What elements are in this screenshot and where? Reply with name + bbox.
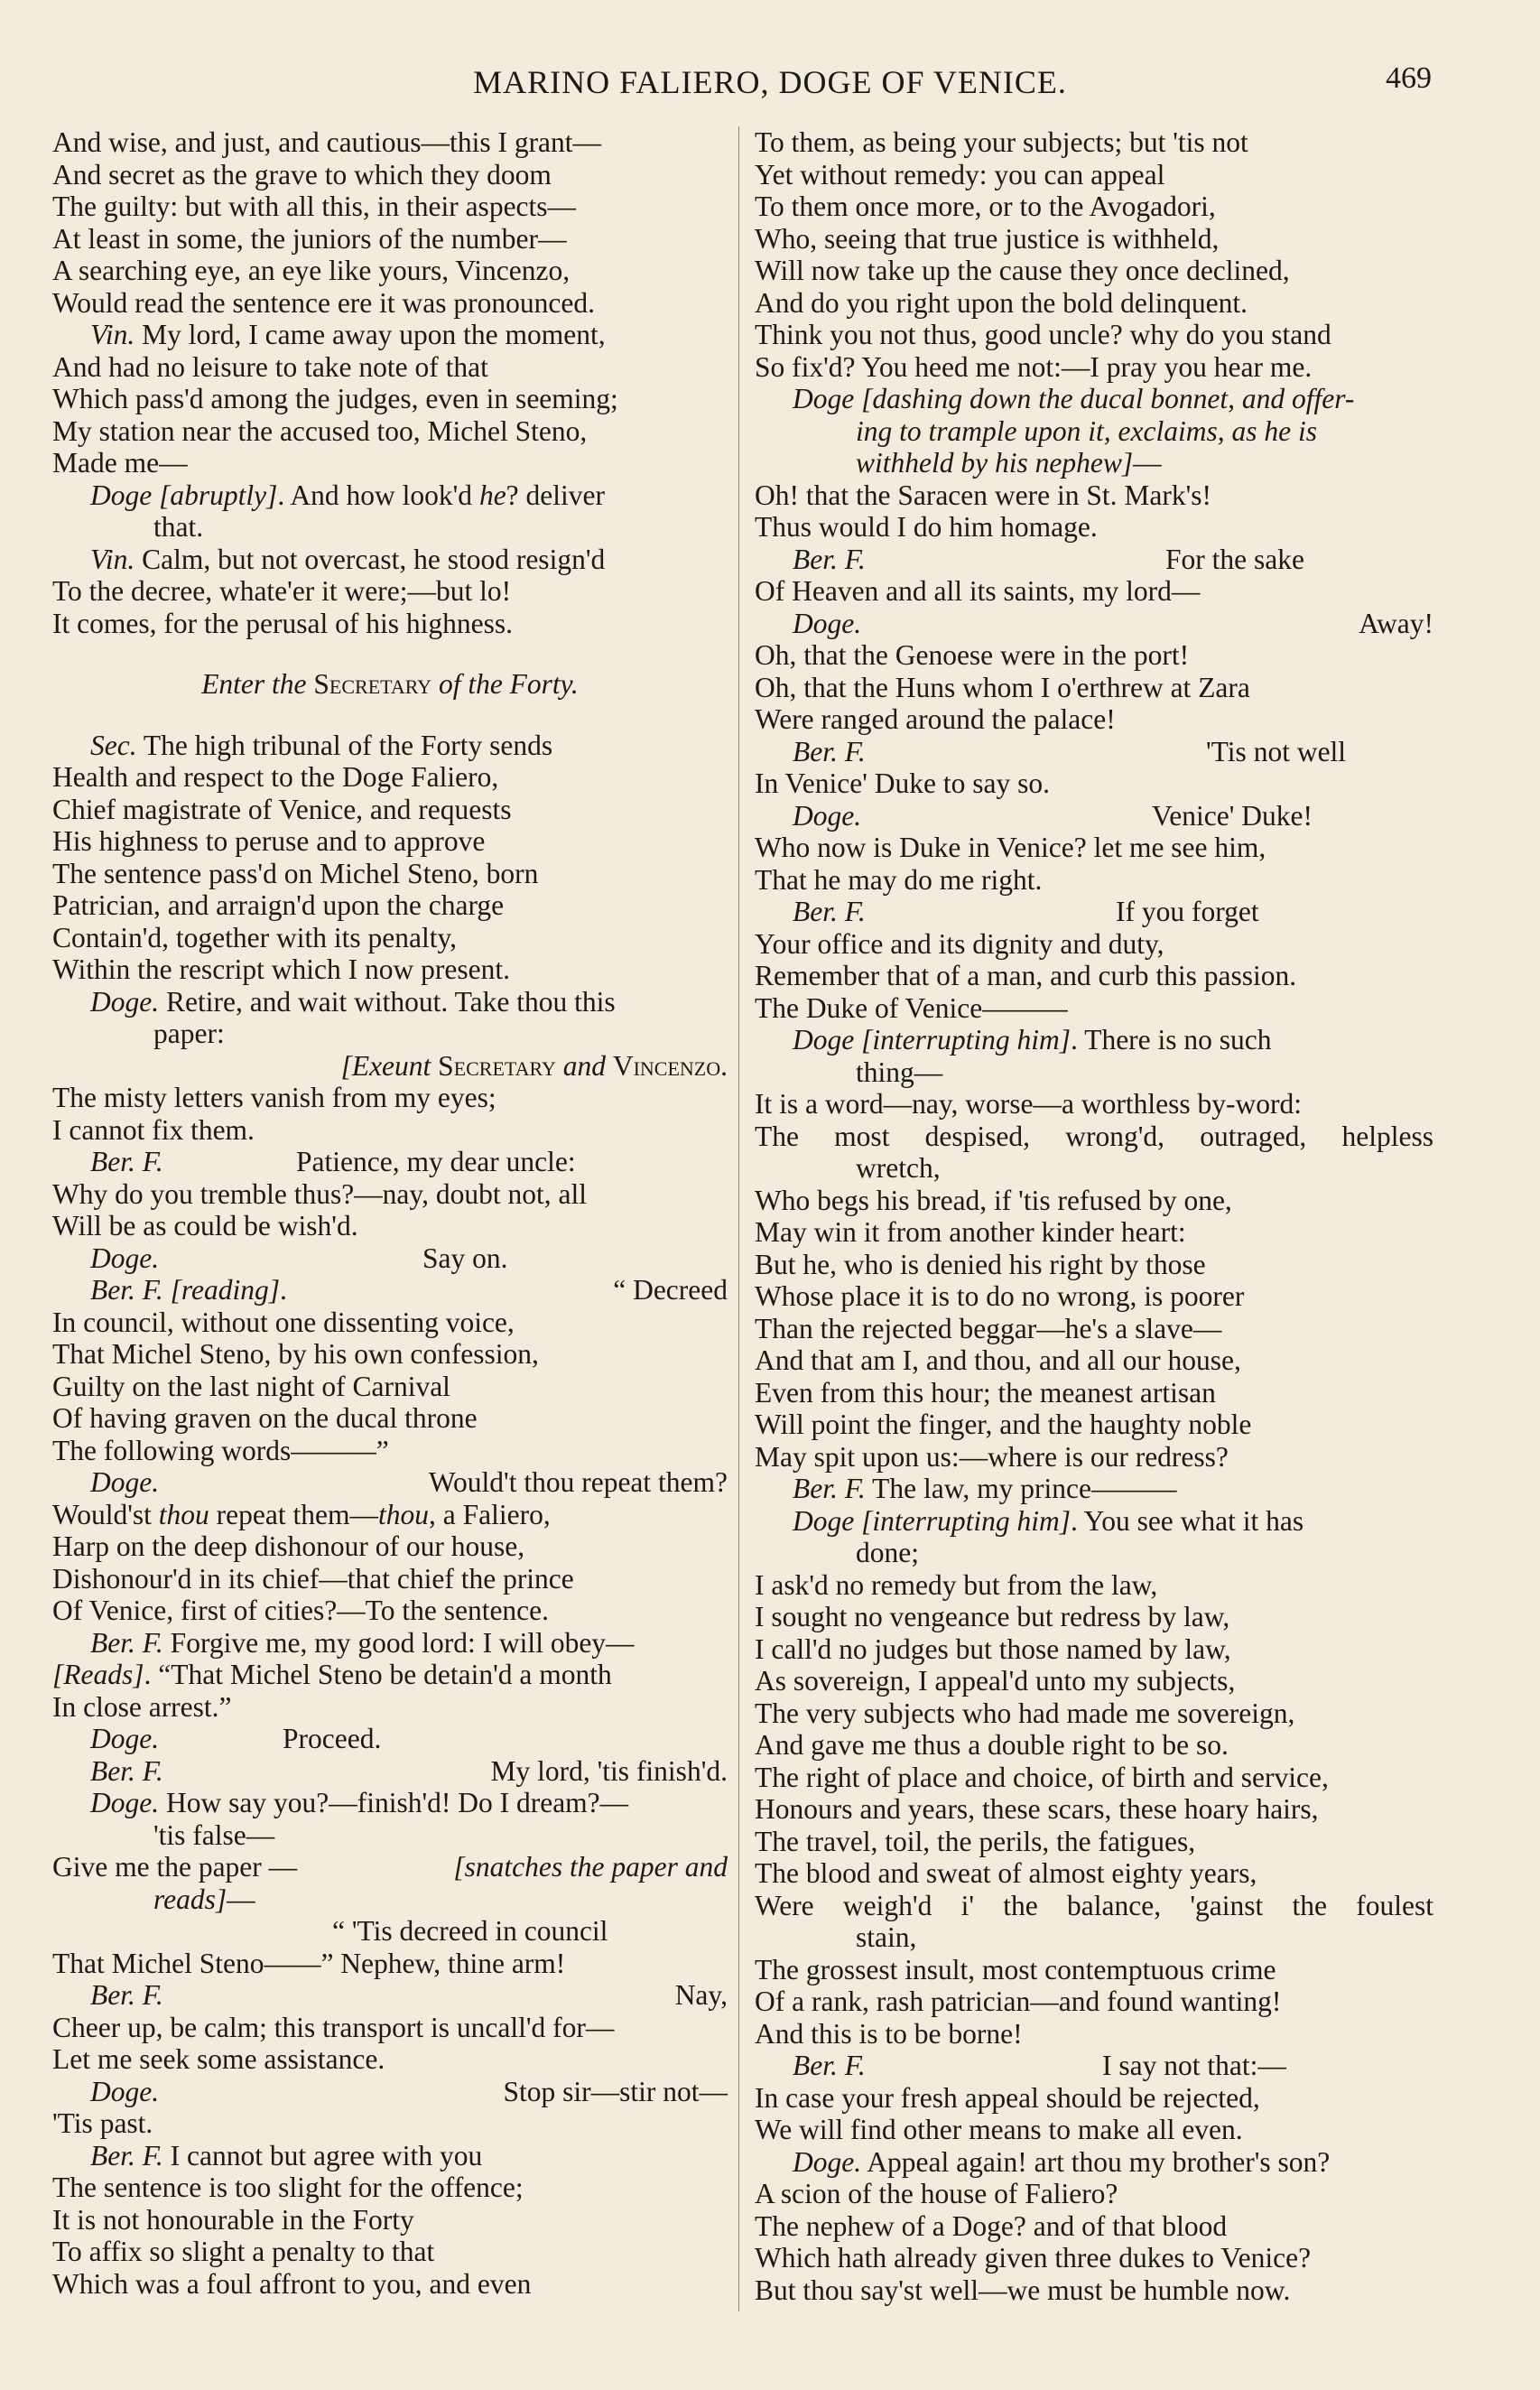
- verse-line: The very subjects who had made me sovereign,: [755, 1697, 1295, 1729]
- stage-direction: [snatches the paper and: [453, 1851, 728, 1883]
- character-name: Vincenzo.: [612, 1049, 728, 1082]
- page-number: 469: [1386, 61, 1432, 95]
- verse-line: To them once more, or to the Avogadori,: [755, 191, 1216, 222]
- verse-line: But thou say'st well—we must be humble now.: [755, 2274, 1291, 2306]
- punctuation: .: [280, 1274, 287, 1306]
- verse-text: Calm, but not overcast, he stood resign'd: [142, 543, 606, 575]
- verse-line: Will be as could be wish'd.: [52, 1210, 358, 1241]
- verse-line: That Michel Steno, by his own confession,: [52, 1338, 539, 1370]
- verse-text: My lord, 'tis finish'd.: [490, 1754, 728, 1787]
- verse-line: The sentence pass'd on Michel Steno, born: [52, 857, 539, 889]
- verse-line: Which hath already given three dukes to Venice?: [755, 2242, 1312, 2274]
- verse-line: And wise, and just, and cautious—this I grant—: [52, 126, 602, 158]
- emphasis: thou: [377, 1498, 429, 1530]
- running-head: [0, 58, 1540, 112]
- stage-direction-line: [755, 447, 1433, 479]
- verse-line: It is a word—nay, worse—a worthless by-word:: [755, 1088, 1302, 1120]
- verse-line: That Michel Steno——” Nephew, thine arm!: [52, 1947, 566, 1979]
- speech-line: [755, 608, 1433, 640]
- verse-line: The grossest insult, most contemptuous crime: [755, 1953, 1276, 1985]
- speech-line: [52, 1274, 728, 1307]
- verse-line: Yet without remedy: you can appeal: [755, 158, 1165, 191]
- verse-line: that.: [153, 511, 204, 543]
- verse-line: In council, without one dissenting voice,: [52, 1306, 515, 1338]
- verse-text: Would'st: [52, 1498, 152, 1530]
- verse-text: I say not that:—: [1102, 2050, 1286, 2081]
- speaker-name: Doge.: [90, 1723, 160, 1754]
- verse-line: Were weigh'd i' the balance, 'gainst the foulest: [755, 1889, 1433, 1921]
- speaker-name: Doge.: [793, 799, 862, 832]
- stage-direction: of the Forty.: [438, 668, 579, 700]
- speaker-name: Ber. F.: [90, 1979, 163, 2011]
- speaker-name: Ber. F.: [793, 735, 866, 767]
- verse-text: 'Tis not well: [1206, 735, 1347, 767]
- verse-line: Made me—: [52, 447, 188, 479]
- verse-text: Venice' Duke!: [1152, 799, 1313, 832]
- stage-direction: ing to trample upon it, exclaims, as he is: [856, 414, 1317, 447]
- verse-line: Which was a foul affront to you, and even: [52, 2267, 532, 2300]
- speech-line: [755, 1473, 1433, 1505]
- verse-text: Appeal again! art thou my brother's son?: [867, 2145, 1331, 2178]
- stage-direction: and: [562, 1049, 606, 1082]
- verse-line: But he, who is denied his right by those: [755, 1248, 1206, 1280]
- verse-text: The high tribunal of the Forty sends: [143, 729, 553, 761]
- verse-text: Away!: [1359, 607, 1433, 639]
- speech-line: [52, 1979, 728, 2012]
- speaker-name: Doge.: [90, 985, 160, 1018]
- verse-text: , a Faliero,: [428, 1498, 551, 1530]
- speech-line: [52, 544, 728, 576]
- verse-line: Oh! that the Saracen were in St. Mark's!: [755, 479, 1212, 511]
- verse-line: I cannot fix them.: [52, 1113, 255, 1146]
- verse-line: wretch,: [856, 1152, 941, 1184]
- verse-line: thing—: [856, 1056, 943, 1088]
- speaker-name: Doge.: [90, 1466, 160, 1498]
- verse-line: The right of place and choice, of birth and service,: [755, 1761, 1329, 1793]
- verse-line: Oh, that the Genoese were in the port!: [755, 639, 1190, 671]
- stage-direction: [abruptly]: [159, 479, 278, 511]
- verse-line: 'tis false—: [153, 1818, 275, 1851]
- verse-text: My lord, I came away upon the moment,: [142, 319, 606, 350]
- speaker-name: Doge: [793, 383, 855, 414]
- verse-line: Whose place it is to do no wrong, is poorer: [755, 1280, 1245, 1312]
- verse-text: Stop sir—stir not—: [503, 2075, 728, 2107]
- speech-line: [755, 2146, 1433, 2179]
- verse-line: In case your fresh appeal should be rejected,: [755, 2081, 1260, 2114]
- verse-line: That he may do me right.: [755, 863, 1043, 896]
- speaker-name: Ber. F.: [90, 1626, 163, 1659]
- page-title: MARINO FALIERO, DOGE OF VENICE.: [473, 64, 1067, 100]
- speech-line: [755, 2050, 1433, 2082]
- verse-text: Patience, my dear uncle:: [296, 1146, 576, 1177]
- speech-line: [52, 1787, 728, 1819]
- verse-line: It is not honourable in the Forty: [52, 2203, 414, 2236]
- verse-text: Say on.: [422, 1241, 508, 1274]
- speech-line: [755, 544, 1433, 576]
- verse-line: The most despised, wrong'd, outraged, helpless: [755, 1120, 1433, 1152]
- stage-direction: [Exeunt: [340, 1049, 431, 1082]
- stage-direction: [interrupting him]: [861, 1024, 1072, 1056]
- stage-direction: [dashing down the ducal bonnet, and offer-: [861, 383, 1355, 414]
- speech-line: [52, 1146, 728, 1178]
- speech-line: [52, 2076, 728, 2108]
- verse-line: Thus would I do him homage.: [755, 511, 1098, 543]
- speech-line: [52, 479, 728, 512]
- speaker-name: Doge: [793, 1024, 855, 1056]
- stage-direction: withheld by his nephew]: [856, 447, 1134, 479]
- speaker-name: Ber. F.: [793, 1473, 866, 1504]
- verse-line: Which pass'd among the judges, even in seeming;: [52, 383, 618, 414]
- speaker-name: Doge.: [90, 2075, 160, 2107]
- verse-line: So fix'd? You heed me not:—I pray you hear me.: [755, 350, 1313, 383]
- verse-text: If you forget: [1116, 896, 1259, 927]
- verse-line: I sought no vengeance but redress by law,: [755, 1601, 1230, 1632]
- verse-line: I ask'd no remedy but from the law,: [755, 1568, 1158, 1601]
- verse-line: Than the rejected beggar—he's a slave—: [755, 1312, 1222, 1344]
- verse-line: Cheer up, be calm; this transport is uncall'd for—: [52, 2011, 615, 2043]
- verse-line: To the decree, whate'er it were;—but lo!: [52, 575, 512, 607]
- speech-line: [52, 1627, 728, 1660]
- speech-line: [52, 1755, 728, 1788]
- speech-line: [52, 1723, 728, 1755]
- speaker-name: Ber. F.: [793, 543, 866, 575]
- verse-line: The Duke of Venice———: [755, 991, 1068, 1024]
- verse-text: Would't thou repeat them?: [428, 1466, 728, 1498]
- verse-line: Who now is Duke in Venice? let me see him,: [755, 832, 1266, 863]
- verse-line: [52, 1499, 728, 1531]
- speech-line: [755, 736, 1433, 768]
- speaker-name: Doge: [90, 479, 153, 511]
- verse-line: Of Venice, first of cities?—To the sentence.: [52, 1595, 550, 1626]
- speech-line: [52, 986, 728, 1018]
- verse-line: Health and respect to the Doge Faliero,: [52, 761, 499, 793]
- speech-line: [52, 1659, 728, 1691]
- speech-line: [52, 1466, 728, 1499]
- verse-text: Nay,: [674, 1979, 728, 2011]
- stage-direction: [interrupting him]: [861, 1504, 1072, 1537]
- speaker-name: Ber. F.: [90, 1754, 163, 1787]
- speaker-name: Doge.: [90, 1787, 160, 1818]
- punctuation: —: [227, 1883, 255, 1915]
- speaker-name: Doge.: [793, 607, 862, 639]
- verse-text: Give me the paper —: [52, 1851, 298, 1883]
- stage-direction: [Reads]: [52, 1659, 144, 1690]
- verse-line: The blood and sweat of almost eighty years,: [755, 1857, 1257, 1889]
- verse-text: “ 'Tis decreed in council: [332, 1915, 608, 1947]
- verse-line: May win it from another kinder heart:: [755, 1216, 1186, 1248]
- verse-line: Guilty on the last night of Carnival: [52, 1370, 450, 1402]
- verse-line: The following words———”: [52, 1434, 389, 1466]
- verse-line: Remember that of a man, and curb this passion.: [755, 960, 1297, 991]
- speaker-name: Doge.: [90, 1241, 160, 1274]
- verse-text: “ Decreed: [613, 1274, 728, 1306]
- verse-text: Retire, and wait without. Take thou this: [165, 985, 616, 1018]
- verse-line: And gave me thus a double right to be so.: [755, 1729, 1229, 1761]
- verse-line: And secret as the grave to which they doom: [52, 158, 552, 191]
- verse-text: repeat them—: [216, 1498, 378, 1530]
- verse-line: 'Tis past.: [52, 2107, 153, 2139]
- verse-line: And had no leisure to take note of that: [52, 350, 488, 383]
- verse-line: At least in some, the juniors of the number—: [52, 222, 567, 255]
- speaker-name: Ber. F.: [90, 1274, 163, 1306]
- verse-line: Chief magistrate of Venice, and requests: [52, 793, 512, 825]
- verse-text: . You see what it has: [1071, 1504, 1304, 1537]
- verse-line: Of having graven on the ducal throne: [52, 1402, 478, 1434]
- verse-line: [52, 1915, 728, 1948]
- verse-text: ? deliver: [506, 479, 605, 511]
- speech-line: [755, 1505, 1433, 1538]
- verse-line: Let me seek some assistance.: [52, 2043, 385, 2075]
- verse-line: Of a rank, rash patrician—and found wanting!: [755, 1985, 1282, 2017]
- speaker-name: Doge.: [793, 2145, 862, 2178]
- column-divider: [738, 126, 739, 2311]
- stage-direction: Enter the: [201, 668, 307, 700]
- verse-line: And do you right upon the bold delinquent.: [755, 286, 1248, 319]
- character-name: Secretary: [313, 668, 432, 700]
- verse-line: Would read the sentence ere it was pronounced.: [52, 286, 595, 319]
- verse-line: paper:: [153, 1018, 225, 1049]
- verse-line: To them, as being your subjects; but 'tis not: [755, 126, 1248, 158]
- speaker-name: Doge: [793, 1504, 855, 1537]
- verse-line: His highness to peruse and to approve: [52, 825, 486, 857]
- verse-line: Of Heaven and all its saints, my lord—: [755, 575, 1201, 607]
- verse-line: It comes, for the perusal of his highness.: [52, 607, 514, 639]
- emphasis: thou: [158, 1498, 209, 1530]
- verse-line: Harp on the deep dishonour of our house,: [52, 1530, 525, 1562]
- right-column: [755, 126, 1433, 2306]
- speaker-name: Ber. F.: [90, 1146, 163, 1177]
- speaker-name: Ber. F.: [793, 2050, 866, 2081]
- speech-line: [52, 1242, 728, 1275]
- verse-line: To affix so slight a penalty to that: [52, 2236, 435, 2267]
- stage-direction: [reading]: [170, 1274, 281, 1306]
- verse-line: Contain'd, together with its penalty,: [52, 921, 458, 953]
- speaker-name: Sec.: [90, 729, 137, 761]
- verse-line: In close arrest.”: [52, 1690, 232, 1723]
- verse-line: A scion of the house of Faliero?: [755, 2178, 1118, 2209]
- speaker-name: Ber. F.: [793, 896, 866, 927]
- verse-text: For the sake: [1165, 543, 1304, 575]
- verse-line: I call'd no judges but those named by law,: [755, 1632, 1231, 1665]
- verse-line: May spit upon us:—where is our redress?: [755, 1440, 1229, 1473]
- verse-line: The misty letters vanish from my eyes;: [52, 1082, 496, 1113]
- speaker-name: Vin.: [90, 543, 135, 575]
- verse-line: Oh, that the Huns whom I o'erthrew at Zara: [755, 671, 1250, 703]
- verse-text: . And how look'd: [277, 479, 479, 511]
- verse-text: I cannot but agree with you: [170, 2139, 483, 2171]
- verse-line: Why do you tremble thus?—nay, doubt not, all: [52, 1177, 587, 1210]
- verse-line: Your office and its dignity and duty,: [755, 927, 1164, 960]
- speech-line: [52, 319, 728, 351]
- verse-line: A searching eye, an eye like yours, Vincenzo,: [52, 255, 571, 286]
- verse-line: Dishonour'd in its chief—that chief the prince: [52, 1562, 574, 1595]
- verse-line: Who begs his bread, if 'tis refused by one,: [755, 1184, 1232, 1216]
- verse-line: We will find other means to make all even.: [755, 2114, 1243, 2145]
- verse-line: Even from this hour; the meanest artisan: [755, 1376, 1216, 1409]
- verse-text: . “That Michel Steno be detain'd a month: [144, 1659, 612, 1690]
- verse-line: Honours and years, these scars, these hoary hairs,: [755, 1793, 1319, 1825]
- stage-direction-line: [755, 415, 1433, 448]
- verse-line: As sovereign, I appeal'd unto my subjects,: [755, 1665, 1236, 1697]
- verse-line: The sentence is too slight for the offence;: [52, 2171, 524, 2203]
- verse-text: Proceed.: [283, 1723, 382, 1754]
- verse-line: Who, seeing that true justice is withheld,: [755, 222, 1220, 255]
- verse-line: The nephew of a Doge? and of that blood: [755, 2209, 1228, 2242]
- verse-line: Think you not thus, good uncle? why do you stand: [755, 319, 1331, 350]
- emphasis: he: [478, 479, 506, 511]
- verse-line: done;: [856, 1537, 919, 1568]
- verse-line: Patrician, and arraign'd upon the charge: [52, 889, 505, 921]
- verse-text: The law, my prince———: [872, 1473, 1177, 1504]
- verse-line: [52, 1883, 728, 1916]
- speech-line: [755, 896, 1433, 928]
- verse-line: Will point the finger, and the haughty noble: [755, 1409, 1252, 1440]
- speaker-name: Ber. F.: [90, 2139, 163, 2171]
- verse-line: In Venice' Duke to say so.: [755, 767, 1051, 799]
- speech-line: [755, 1024, 1433, 1056]
- speech-line: [52, 1851, 728, 1883]
- verse-text: How say you?—finish'd! Do I dream?—: [165, 1787, 629, 1818]
- speech-line: [52, 730, 728, 762]
- verse-line: My station near the accused too, Michel Steno,: [52, 414, 588, 447]
- verse-line: Were ranged around the palace!: [755, 703, 1116, 735]
- speech-line: [755, 383, 1433, 415]
- speech-line: [755, 800, 1433, 832]
- stage-direction-entrance: [52, 668, 728, 701]
- punctuation: —: [1133, 447, 1162, 479]
- verse-line: stain,: [856, 1921, 917, 1953]
- exit-direction: [52, 1050, 728, 1083]
- left-column: [52, 126, 728, 2300]
- speaker-name: Vin.: [90, 319, 135, 350]
- verse-text: . There is no such: [1071, 1024, 1272, 1056]
- speech-line: [52, 2140, 728, 2172]
- verse-line: And that am I, and thou, and all our house,: [755, 1344, 1241, 1376]
- verse-line: And this is to be borne!: [755, 2017, 1023, 2050]
- verse-text: Forgive me, my good lord: I will obey—: [170, 1626, 635, 1659]
- character-name: Secretary: [438, 1049, 556, 1082]
- verse-line: The guilty: but with all this, in their aspects—: [52, 191, 577, 222]
- verse-line: The travel, toil, the perils, the fatigues,: [755, 1825, 1196, 1857]
- verse-line: Within the rescript which I now present.: [52, 953, 510, 985]
- stage-direction: reads]: [153, 1883, 227, 1915]
- verse-line: Will now take up the cause they once declined,: [755, 255, 1290, 286]
